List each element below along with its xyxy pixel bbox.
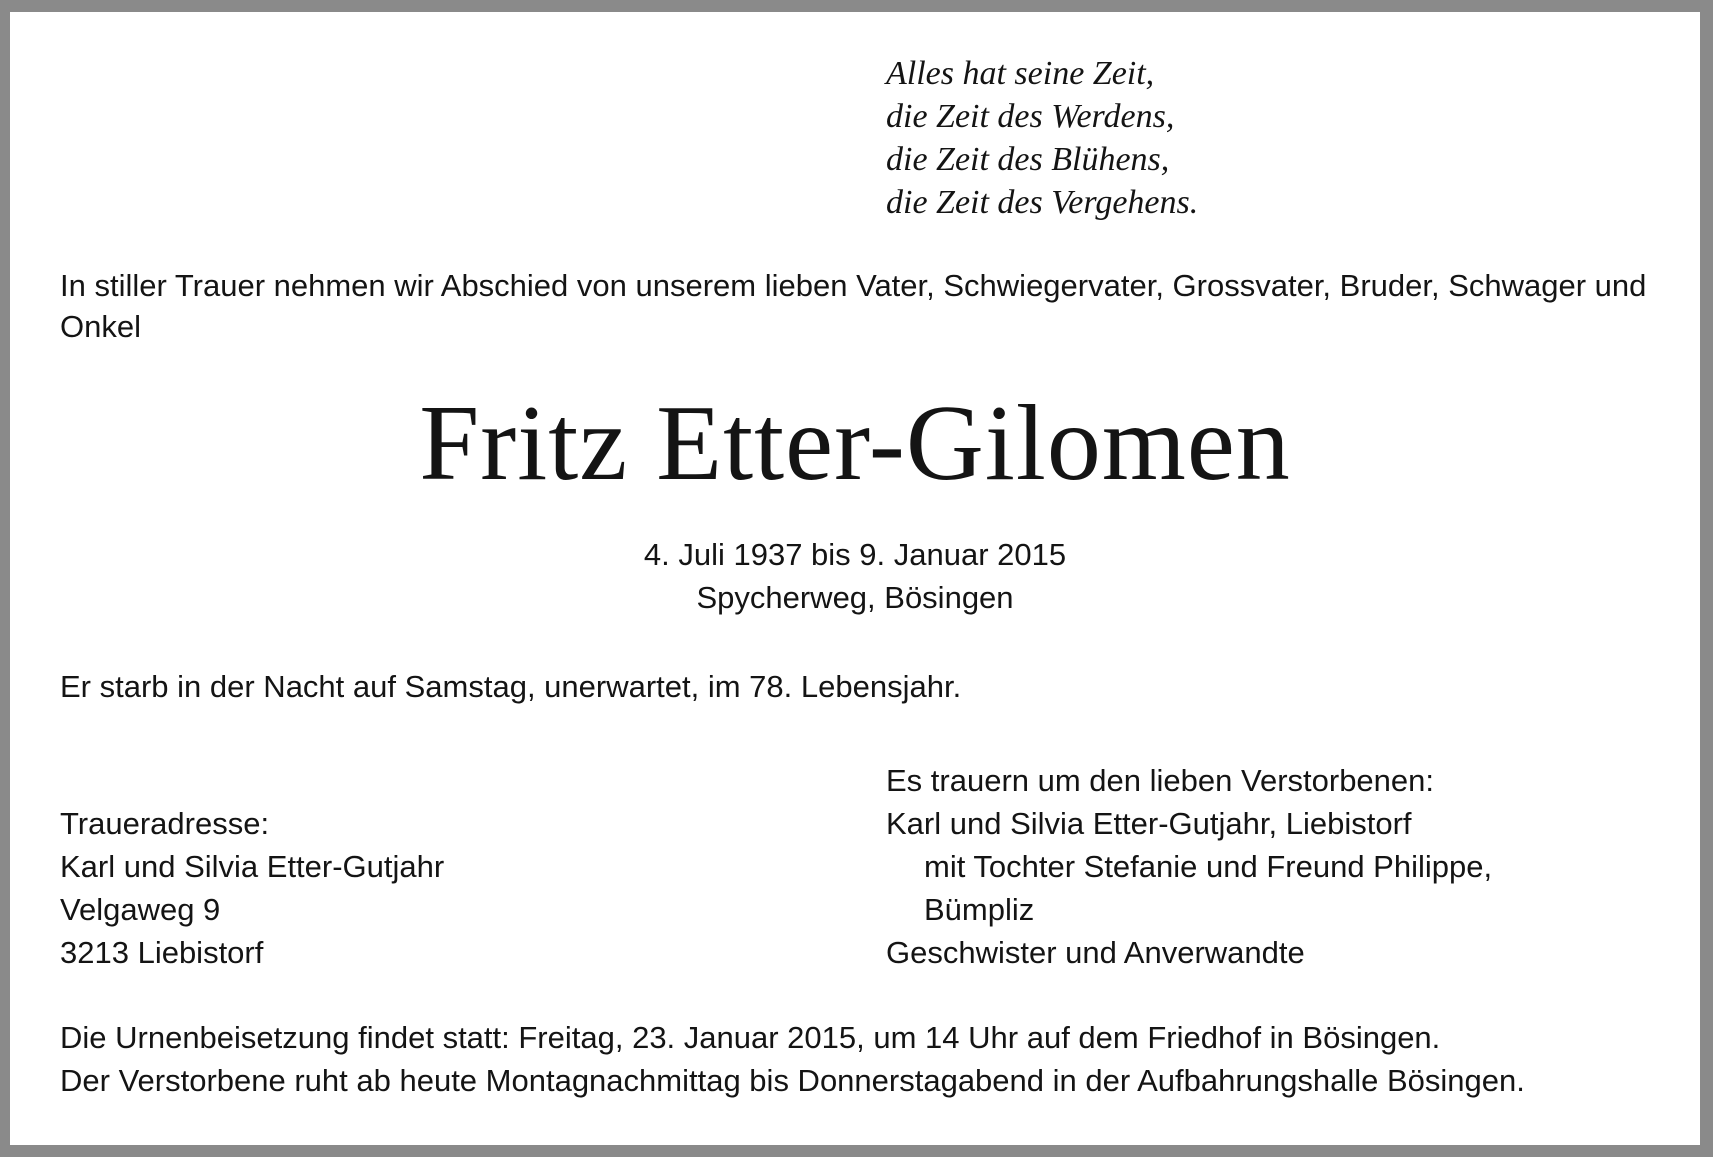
obituary-notice	[10, 12, 1700, 1145]
address-line: Karl und Silvia Etter-Gutjahr	[60, 849, 445, 884]
mourners-heading: Es trauern um den lieben Verstorbenen:	[886, 763, 1435, 798]
life-details	[10, 533, 1700, 619]
life-dates: 4. Juli 1937 bis 9. Januar 2015	[643, 537, 1067, 572]
ceremony-notes	[60, 1016, 1525, 1102]
poem-line: die Zeit des Werdens,	[886, 98, 1175, 135]
death-note: Er starb in der Nacht auf Samstag, unerwartet, im 78. Lebensjahr.	[60, 669, 962, 704]
mourner-line: mit Tochter Stefanie und Freund Philippe,	[924, 849, 1493, 884]
address-line: Velgaweg 9	[60, 892, 221, 927]
intro-text: In stiller Trauer nehmen wir Abschied von unserem lieben Vater, Schwiegervater, Grossvater, Bruder, Schwager und Onkel	[60, 268, 1647, 344]
address-label: Traueradresse:	[60, 806, 270, 841]
mourner-line: Geschwister und Anverwandte	[886, 935, 1305, 970]
burial-note: Die Urnenbeisetzung findet statt: Freitag, 23. Januar 2015, um 14 Uhr auf dem Friedhof in Bösingen.	[60, 1020, 1441, 1055]
poem-line: die Zeit des Vergehens.	[886, 184, 1199, 221]
deceased-name: Fritz Etter-Gilomen	[419, 384, 1291, 503]
mourner-line: Bümpliz	[924, 892, 1035, 927]
residence: Spycherweg, Bösingen	[696, 580, 1014, 615]
mourning-address	[60, 802, 444, 974]
mourners-list	[886, 759, 1492, 974]
address-line: 3213 Liebistorf	[60, 935, 264, 970]
mourner-line: Karl und Silvia Etter-Gutjahr, Liebistorf	[886, 806, 1412, 841]
poem-line: die Zeit des Blühens,	[886, 141, 1170, 178]
poem-quote	[886, 52, 1198, 224]
viewing-note: Der Verstorbene ruht ab heute Montagnachmittag bis Donnerstagabend in der Aufbahrungshalle Bösingen.	[60, 1063, 1525, 1098]
poem-line: Alles hat seine Zeit,	[886, 55, 1155, 92]
